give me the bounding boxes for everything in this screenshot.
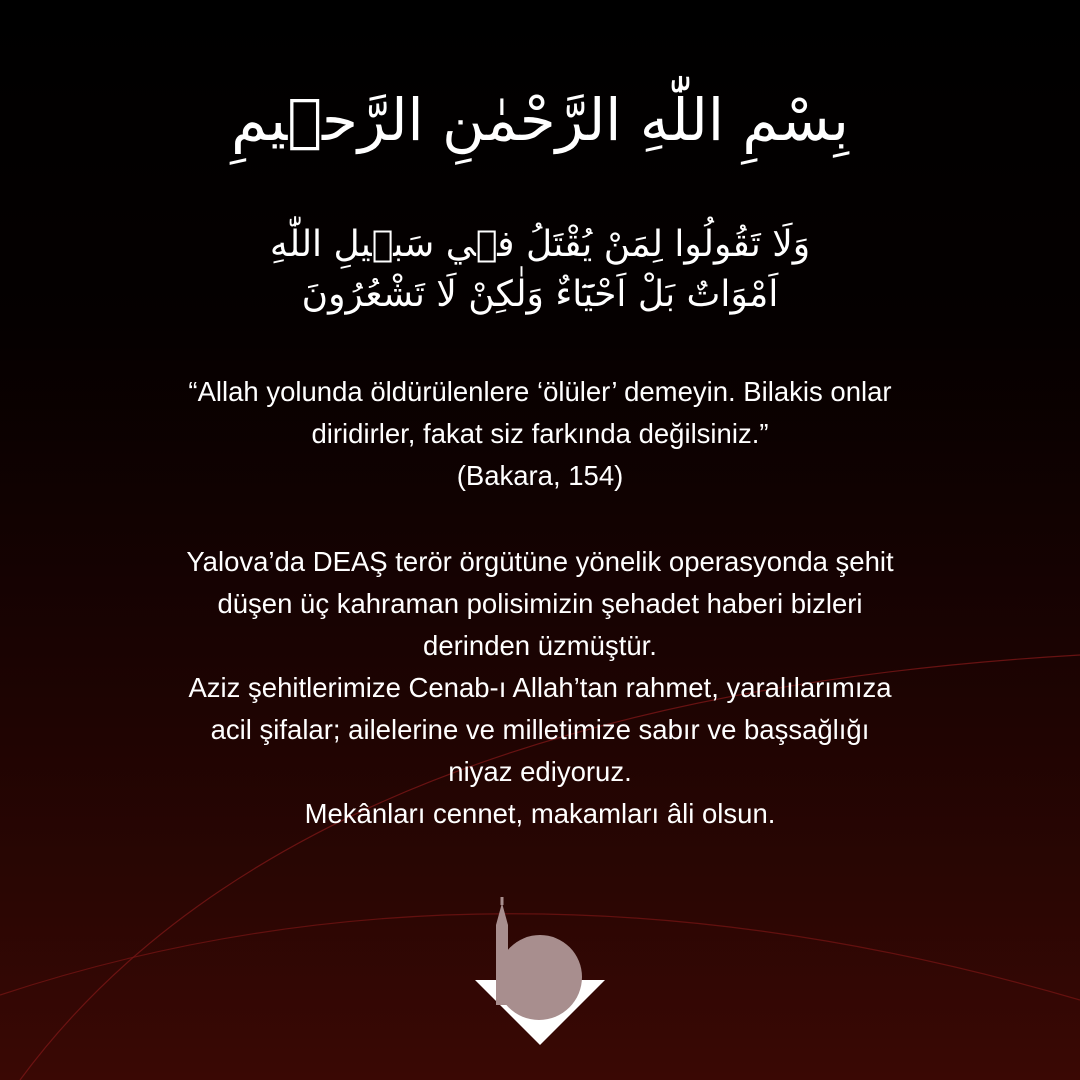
translation-line-1: “Allah yolunda öldürülenlere ‘ölüler’ demeyin. Bilakis onlar <box>188 376 892 407</box>
verse-citation: (Bakara, 154) <box>456 460 624 491</box>
verse-arabic-line-1: وَلَا تَقُولُوا لِمَنْ يُقْتَلُ ف۪ي سَب۪يلِ اللّٰهِ <box>269 224 811 265</box>
verse-arabic <box>140 220 940 320</box>
message-line-2: düşen üç kahraman polisimizin şehadet haberi bizleri <box>217 588 863 619</box>
message-line-3: derinden üzmüştür. <box>423 630 657 661</box>
condolence-message <box>120 541 960 835</box>
message-line-1: Yalova’da DEAŞ terör örgütüne yönelik operasyonda şehit <box>186 546 894 577</box>
verse-translation <box>120 371 960 497</box>
minaret-crescent-logo-icon <box>470 895 610 1050</box>
message-line-7: Mekânları cennet, makamları âli olsun. <box>304 798 776 829</box>
message-line-5: acil şifalar; ailelerine ve milletimize sabır ve başsağlığı <box>210 714 870 745</box>
message-line-4: Aziz şehitlerimize Cenab-ı Allah’tan rahmet, yaralılarımıza <box>188 672 892 703</box>
verse-arabic-line-2: اَمْوَاتٌ بَلْ اَحْيَٓاءٌ وَلٰكِنْ لَا تَشْعُرُونَ <box>301 274 779 315</box>
message-line-6: niyaz ediyoruz. <box>448 756 632 787</box>
basmala-calligraphy: بِسْمِ اللّٰهِ الرَّحْمٰنِ الرَّح۪يمِ <box>231 86 849 154</box>
translation-line-2: diridirler, fakat siz farkında değilsiniz.” <box>311 418 769 449</box>
